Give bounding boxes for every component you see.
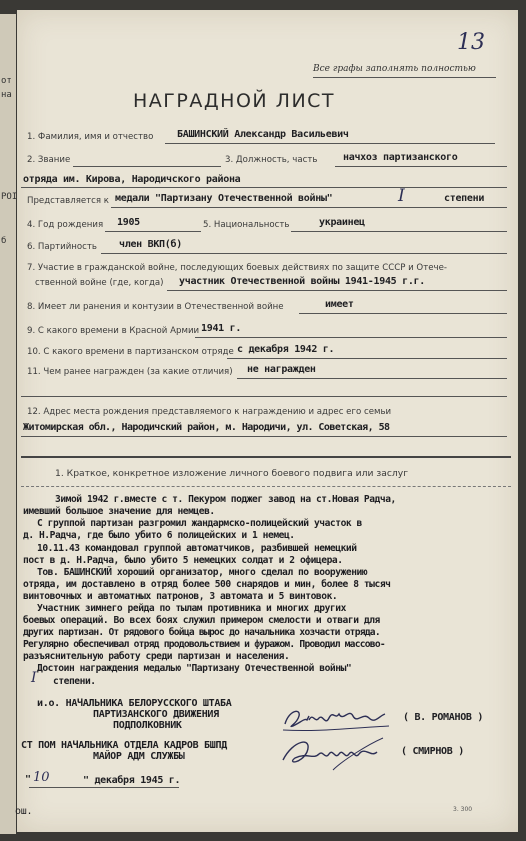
field-line [21, 187, 507, 188]
field-label-presented: Представляется к [27, 196, 109, 206]
margin-fragment: на [1, 90, 12, 100]
field-value-nationality: украинец [319, 217, 365, 228]
field-value-position: начхоз партизанского [343, 152, 458, 163]
field-line [237, 378, 507, 379]
field-line [227, 358, 507, 359]
margin-fragment: РОІ [1, 192, 18, 202]
body-line: разъяснительную работу среди партизан и населения. [23, 651, 290, 662]
field-label-position: 3. Должность, часть [225, 155, 318, 165]
field-label-wounds: 8. Имеет ли ранения и контузии в Отечественной войне [27, 302, 284, 312]
field-value-name: БАШИНСКИЙ Александр Васильевич [177, 129, 349, 140]
field-line [101, 253, 507, 254]
footer-left: ош. [15, 806, 33, 817]
field-value-address: Житомирская обл., Народичский район, м. Народичи, ул. Советская, 58 [23, 422, 390, 433]
signer1-name: ( В. РОМАНОВ ) [403, 712, 484, 723]
field-label-address: 12. Адрес места рождения представляемого к награждению и адрес его семьи [27, 407, 392, 417]
signature-smirnov [273, 730, 403, 786]
body-line: Зимой 1942 г.вместе с т. Пекуром поджег завод на ст.Новая Радча, [55, 494, 396, 505]
field-label-previous-awards: 11. Чем ранее награжден (за какие отличия) [27, 367, 233, 377]
body-line: винтовочных и автоматных патронов, 3 автомата и 5 винтовок. [23, 591, 338, 602]
section-heading: 1. Краткое, конкретное изложение личного боевого подвига или заслуг [55, 468, 409, 479]
document-title: НАГРАДНОЙ ЛИСТ [133, 90, 336, 112]
date-day: 10 [33, 770, 50, 785]
field-line [167, 290, 507, 291]
body-line: Регулярно обеспечивал отряд продовольствием и фуражом. Проводил массово- [23, 639, 385, 650]
body-line: боевых операций. Во всех боях служил примером смелости и отваги для [23, 615, 380, 626]
field-value-wounds: имеет [325, 299, 354, 310]
body-line: С группой партизан разгромил жандармско-полицейский участок в [37, 518, 362, 529]
signer2-title-line2: МАЙОР АДМ СЛУЖБЫ [93, 751, 185, 762]
field-line [21, 436, 507, 437]
field-line [111, 207, 507, 208]
field-value-partisan-since: с декабря 1942 г. [237, 344, 335, 355]
field-label-war-participation: 7. Участие в гражданской войне, последующих боевых действиях по защите СССР и Отече- [27, 263, 447, 273]
field-value-birth-year: 1905 [117, 217, 140, 228]
body-line: отряда, им доставлено в отряд более 500 снарядов и мин, более 8 тысяч [23, 579, 391, 590]
note-underline [313, 77, 496, 78]
field-label-war-participation-2: ственной войне (где, когда) [35, 278, 164, 288]
field-value-party: член ВКП(б) [119, 239, 182, 250]
instruction-note: Все графы заполнять полностью [313, 64, 476, 74]
field-value-red-army: 1941 г. [201, 323, 242, 334]
field-line [335, 166, 507, 167]
signer2-name: ( СМИРНОВ ) [401, 746, 464, 757]
section-divider [21, 486, 511, 487]
body-line: других партизан. От рядового бойца вырос до начальника хозчасти отряда. [23, 627, 380, 638]
page-number: 13 [457, 30, 485, 55]
body-line: пост в д. Н.Радча, было убито 5 немецких солдат и 2 офицера. [23, 555, 343, 566]
field-label-red-army: 9. С какого времени в Красной Армии [27, 326, 200, 336]
signer1-title-line2: ПАРТИЗАНСКОГО ДВИЖЕНИЯ [93, 709, 219, 720]
field-line [299, 313, 507, 314]
margin-fragment: от [1, 76, 12, 86]
adjacent-page-edge [0, 14, 16, 834]
field-value-previous-awards: не награжден [247, 364, 316, 375]
field-label-birth-year: 4. Год рождения [27, 220, 104, 230]
section-divider [21, 456, 511, 458]
field-line [105, 231, 201, 232]
field-label-partisan-since: 10. С какого времени в партизанском отряде [27, 347, 234, 357]
signer2-title-line1: СТ ПОМ НАЧАЛЬНИКА ОТДЕЛА КАДРОВ БШПД [21, 740, 227, 751]
body-line: Достоин награждения медалью "Партизану Отечественной войны" [37, 663, 352, 674]
field-line [195, 337, 507, 338]
footer-code: 3. 300 [453, 806, 473, 813]
body-line: Тов. БАШИНСКИЙ хороший организатор, много сделал по вооружению [37, 567, 368, 578]
body-line: степени. [53, 676, 96, 687]
body-line: 10.11.43 командовал группой автоматчиков, разбившей немецкий [37, 543, 357, 554]
field-label-nationality: 5. Национальность [203, 220, 290, 230]
margin-fragment: б [1, 236, 7, 246]
date-rest: " декабря 1945 г. [83, 775, 181, 786]
date-quote: " [25, 774, 31, 785]
field-label-rank: 2. Звание [27, 155, 71, 165]
award-sheet [17, 10, 518, 832]
field-value-position-cont: отряда им. Кирова, Народичского района [23, 174, 241, 185]
body-line: д. Н.Радча, где было убито 6 полицейских и 1 немец. [23, 530, 295, 541]
field-value-award: медали "Партизану Отечественной войны" [115, 193, 333, 204]
date-underline [29, 787, 179, 788]
signer1-title-line1: и.о. НАЧАЛЬНИКА БЕЛОРУССКОГО ШТАБА [37, 698, 232, 709]
field-label-party: 6. Партийность [27, 242, 97, 252]
field-value-war-participation: участник Отечественной войны 1941-1945 г.г. [179, 276, 425, 287]
body-line: Участник зимнего рейда по тылам противника и многих других [37, 603, 346, 614]
field-line [73, 166, 221, 167]
field-line [165, 143, 495, 144]
degree-suffix: степени [444, 193, 485, 204]
field-label-name: 1. Фамилия, имя и отчество [27, 132, 154, 142]
field-line [21, 396, 507, 397]
signer1-title-line3: ПОДПОЛКОВНИК [113, 720, 182, 731]
field-line [291, 231, 507, 232]
field-value-degree: I [398, 186, 405, 206]
degree-handwritten: I [31, 670, 37, 686]
body-line: имевший большое значение для немцев. [23, 506, 215, 517]
